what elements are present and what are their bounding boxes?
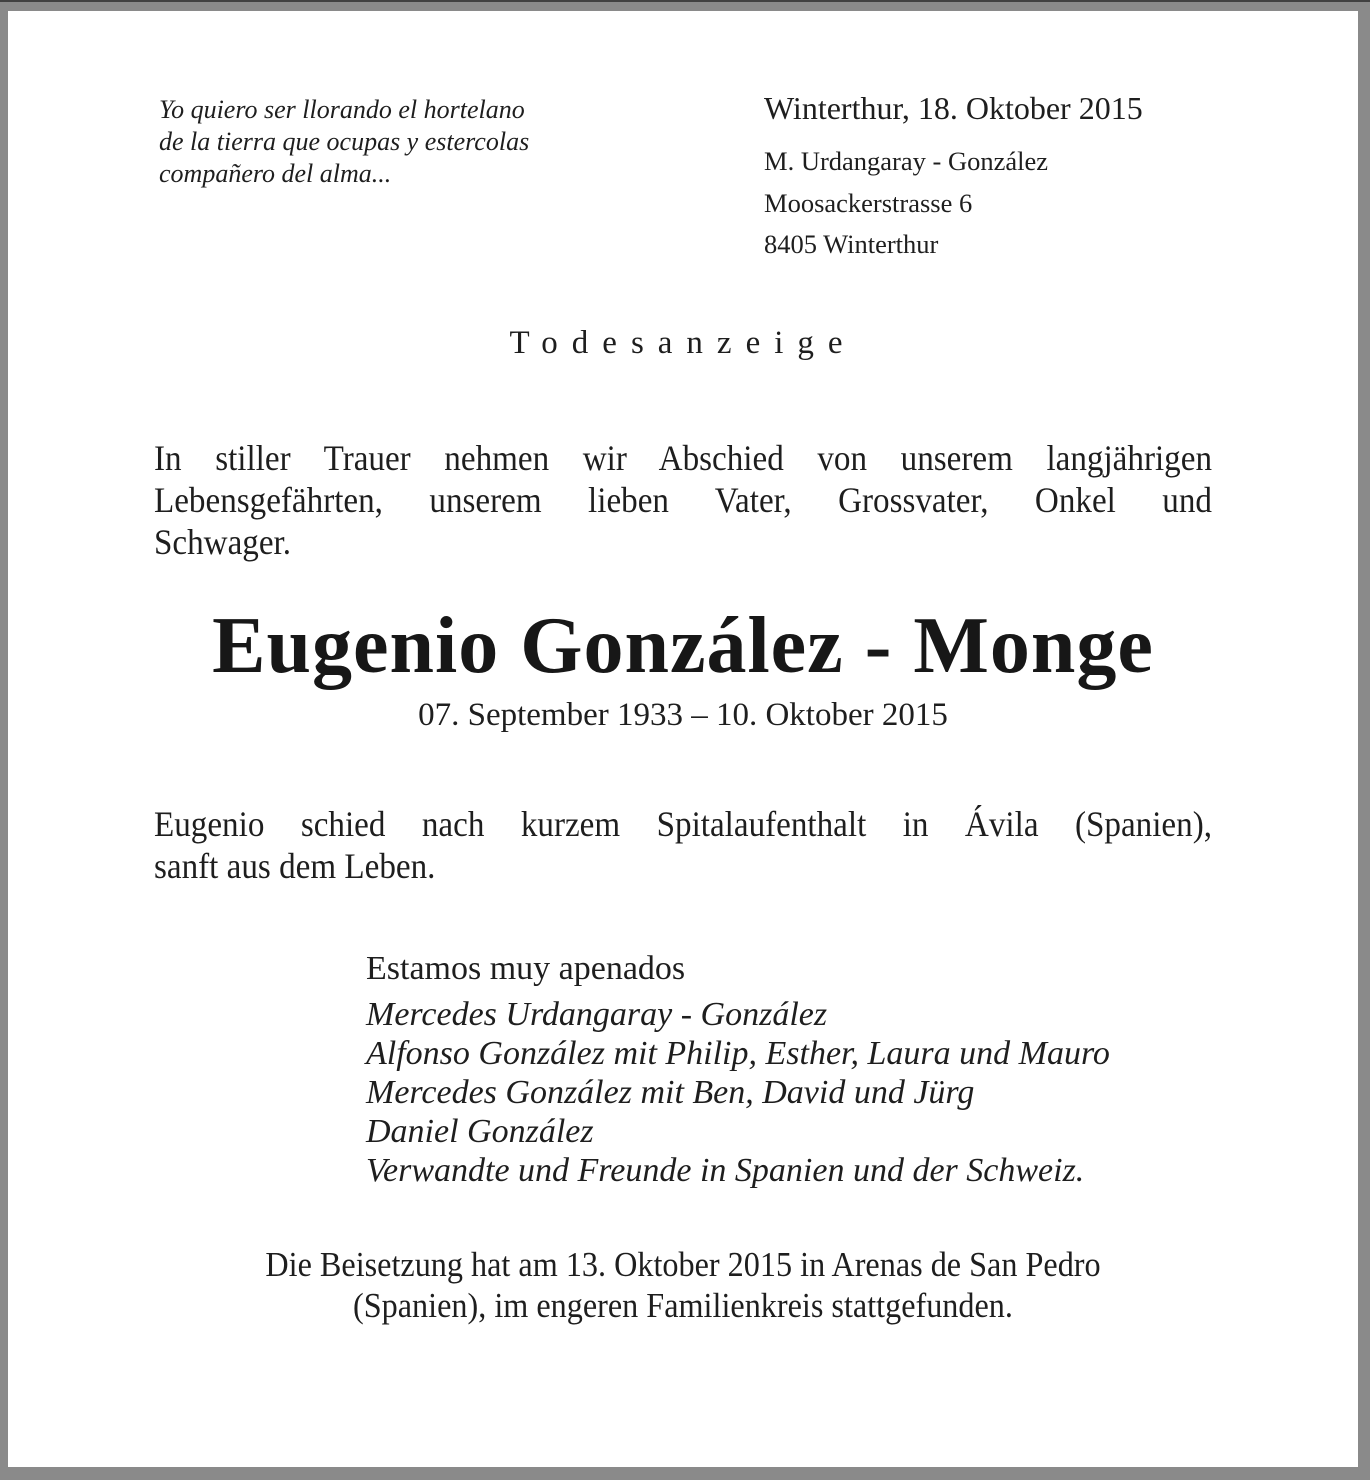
- life-dates: 07. September 1933 – 10. Oktober 2015: [418, 697, 948, 733]
- death-note-line: sanft aus dem Leben.: [154, 846, 436, 886]
- notice-type-heading: Todesanzeige: [509, 325, 857, 361]
- epigraph-quote: [159, 94, 529, 190]
- sender-address: [764, 141, 1048, 266]
- death-circumstances-paragraph: [154, 803, 1212, 887]
- sender-city: 8405 Winterthur: [764, 229, 939, 259]
- intro-paragraph: [154, 437, 1212, 563]
- epigraph-line: Yo quiero ser llorando el hortelano: [159, 95, 525, 124]
- mourners-intro: Estamos muy apenados: [366, 950, 686, 987]
- mourners-block: [366, 949, 1110, 1190]
- intro-line: In stiller Trauer nehmen wir Abschied von unserem langjährigen: [154, 438, 1212, 478]
- burial-note: [62, 1244, 1304, 1326]
- mourner-line: Mercedes Urdangaray - González: [366, 996, 828, 1033]
- death-note-line: Eugenio schied nach kurzem Spitalaufenthalt in Ávila (Spanien),: [154, 804, 1212, 844]
- place-and-date: Winterthur, 18. Oktober 2015: [764, 90, 1143, 126]
- burial-note-line: (Spanien), im engeren Familienkreis stattgefunden.: [353, 1286, 1013, 1325]
- mourner-line: Verwandte und Freunde in Spanien und der Schweiz.: [366, 1152, 1085, 1189]
- intro-line: Schwager.: [154, 522, 292, 562]
- epigraph-line: de la tierra que ocupas y estercolas: [159, 127, 530, 156]
- deceased-name: Eugenio González - Monge: [212, 602, 1154, 690]
- sender-name: M. Urdangaray - González: [764, 146, 1049, 176]
- mourner-line: Alfonso González mit Philip, Esther, Laura und Mauro: [366, 1035, 1110, 1072]
- mourner-line: Mercedes González mit Ben, David und Jürg: [366, 1074, 975, 1111]
- obituary-page: [8, 11, 1358, 1467]
- sender-street: Moosackerstrasse 6: [764, 187, 973, 218]
- mourner-line: Daniel González: [366, 1113, 594, 1150]
- page-top-edge-shadow: [0, 0, 1370, 2]
- intro-line: Lebensgefährten, unserem lieben Vater, Grossvater, Onkel und: [154, 480, 1212, 520]
- epigraph-line: compañero del alma...: [159, 159, 392, 188]
- burial-note-line: Die Beisetzung hat am 13. Oktober 2015 in Arenas de San Pedro: [265, 1245, 1101, 1284]
